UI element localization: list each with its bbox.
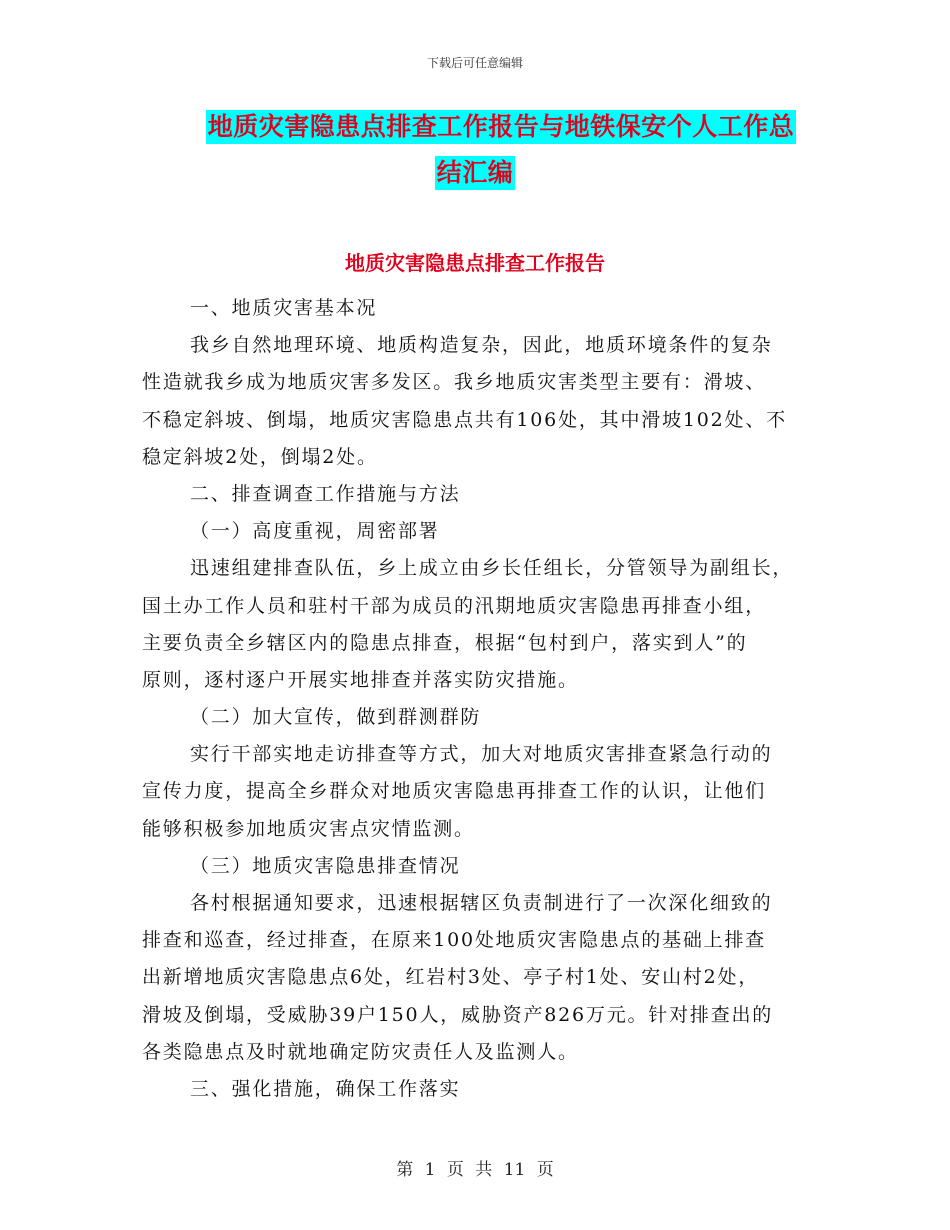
body-text [142,290,814,1108]
paragraph-line: 宣传力度，提高全乡群众对地质灾害隐患再排查工作的认识，让他们 [142,780,767,803]
paragraph-line: 排查和巡查，经过排查，在原来100处地质灾害隐患点的基础上排查 [142,929,767,952]
subheading-3: （三）地质灾害隐患排查情况 [190,854,461,877]
page-number: 第 1 页 共 11 页 [396,1160,554,1180]
paragraph-line: 迅速组建排查队伍，乡上成立由乡长任组长，分管领导为副组长， [190,557,794,580]
paragraph-line: 出新增地质灾害隐患点6处，红岩村3处、亭子村1处、安山村2处， [142,966,760,989]
heading-3: 三、强化措施，确保工作落实 [190,1077,461,1100]
paragraph-line: 原则，逐村逐户开展实地排查并落实防灾措施。 [142,668,579,691]
paragraph-line: 滑坡及倒塌，受威胁39户150人，威胁资产826万元。针对排查出的 [142,1003,774,1026]
paragraph-line: 稳定斜坡2处，倒塌2处。 [142,445,378,468]
paragraph-line: 性造就我乡成为地质灾害多发区。我乡地质灾害类型主要有：滑坡、 [142,371,767,394]
subheading-1: （一）高度重视，周密部署 [190,520,440,543]
paragraph-line: 主要负责全乡辖区内的隐患点排查，根据“包村到户，落实到人”的 [142,631,748,654]
title-line-2: 结汇编 [435,156,516,190]
paragraph-line: 我乡自然地理环境、地质构造复杂，因此，地质环境条件的复杂 [190,334,773,357]
paragraph-line: 能够积极参加地质灾害点灾情监测。 [142,817,475,840]
page-header-note: 下载后可任意编辑 [426,56,523,70]
heading-1: 一、地质灾害基本况 [190,297,378,319]
document-title [140,110,810,190]
paragraph-line: 国土办工作人员和驻村干部为成员的汛期地质灾害隐患再排查小组， [142,594,767,617]
paragraph-line: 不稳定斜坡、倒塌，地质灾害隐患点共有106处，其中滑坡102处、不 [142,408,787,431]
section-title: 地质灾害隐患点排查工作报告 [345,251,605,275]
heading-2: 二、排查调查工作措施与方法 [190,482,461,505]
subheading-2: （二）加大宣传，做到群测群防 [190,706,482,729]
paragraph-line: 各村根据通知要求，迅速根据辖区负责制进行了一次深化细致的 [190,892,773,914]
title-line-1: 地质灾害隐患点排查工作报告与地铁保安个人工作总 [206,110,797,144]
paragraph-line: 各类隐患点及时就地确定防灾责任人及监测人。 [142,1040,579,1063]
paragraph-line: 实行干部实地走访排查等方式，加大对地质灾害排查紧急行动的 [190,743,773,766]
